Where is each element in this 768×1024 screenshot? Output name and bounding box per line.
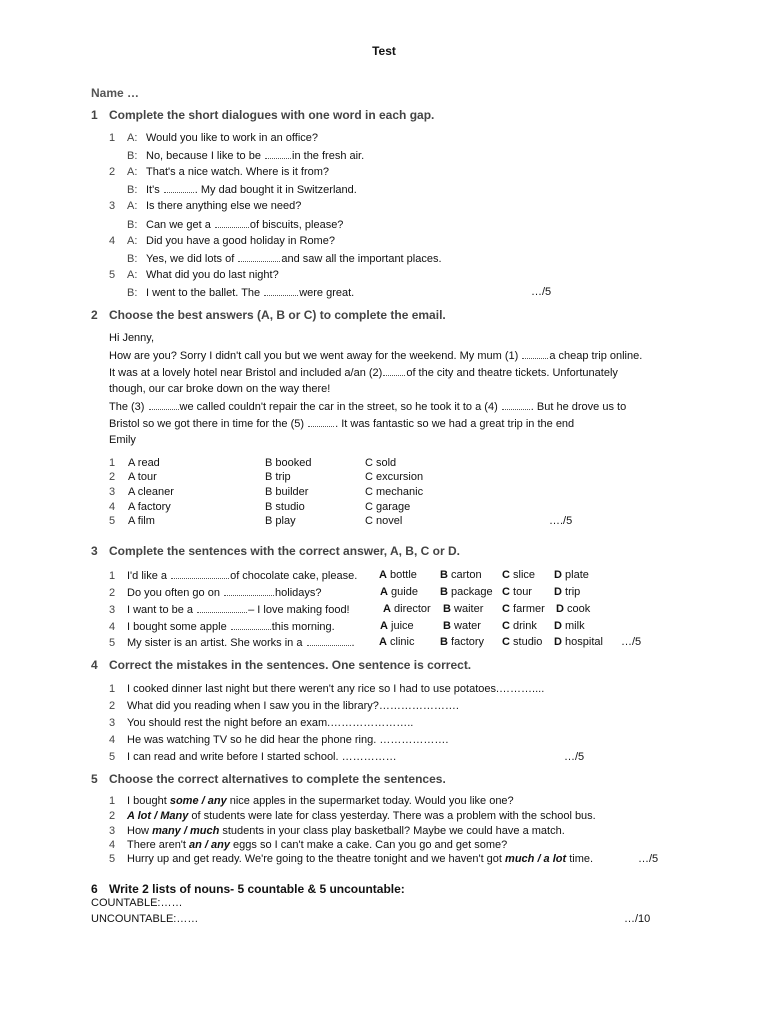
s3-option-4A[interactable]: A juice [380, 620, 414, 632]
option-row-4: 4 A factory B studio C garage [109, 501, 411, 513]
page-title: Test [372, 44, 396, 58]
dialogue-1-b: B: No, because I like to be in the fresh air. [127, 150, 365, 162]
s3-option-5B[interactable]: B factory [440, 636, 485, 648]
section-3-heading: 3 Complete the sentences with the correct answer, A, B, C or D. [91, 544, 460, 558]
s3-option-3B[interactable]: B waiter [443, 603, 484, 615]
correction-3[interactable]: 3 You should rest the night before an exam.………………….. [109, 717, 414, 729]
answer-gap[interactable] [307, 636, 351, 646]
email-greeting: Hi Jenny, [109, 332, 155, 344]
alternatives-5: 5 Hurry up and get ready. We're going to the theatre tonight and we haven't got much / a lot time. [109, 853, 594, 865]
section-4-heading: 4 Correct the mistakes in the sentences. One sentence is correct. [91, 658, 472, 672]
alternatives-2: 2 A lot / Many of students were late for class yesterday. There was a problem with the school bus. [109, 810, 596, 822]
correction-2[interactable]: 2 What did you reading when I saw you in the library?…………………. [109, 700, 459, 712]
section-2-score: …./5 [549, 515, 573, 527]
answer-gap[interactable] [265, 149, 291, 159]
s3-option-5D[interactable]: D hospital [554, 636, 603, 648]
alternative-choice[interactable]: many / much [152, 825, 220, 837]
alternative-choice[interactable]: an / any [189, 839, 230, 851]
section-2-heading: 2 Choose the best answers (A, B or C) to complete the email. [91, 308, 446, 322]
dialogue-4-a: 4 A: Did you have a good holiday in Rome? [109, 235, 335, 247]
answer-gap[interactable] [224, 586, 274, 596]
alternative-choice[interactable]: much / a lot [505, 853, 567, 865]
answer-gap[interactable] [197, 603, 247, 613]
s3-option-2D[interactable]: D trip [554, 586, 581, 598]
alternative-choice[interactable]: A lot / Many [127, 810, 189, 822]
answer-gap[interactable] [238, 252, 280, 262]
dialogue-1-a: 1 A: Would you like to work in an office? [109, 132, 319, 144]
section-3-score: …/5 [621, 636, 642, 648]
answer-gap[interactable] [502, 400, 530, 410]
s3-option-5C[interactable]: C studio [502, 636, 543, 648]
s3-option-2C[interactable]: C tour [502, 586, 532, 598]
sentence-3-1: 1 I'd like a of chocolate cake, please. [109, 570, 358, 582]
section-5-score: …/5 [638, 853, 659, 865]
dialogue-4-b: B: Yes, we did lots of and saw all the important places. [127, 253, 442, 265]
s3-option-1B[interactable]: B carton [440, 569, 482, 581]
email-signature: Emily [109, 434, 136, 446]
dialogue-3-a: 3 A: Is there anything else we need? [109, 200, 302, 212]
option-row-5: 5 A film B play C novel [109, 515, 403, 527]
s3-option-4C[interactable]: C drink [502, 620, 537, 632]
section-6-heading: 6 Write 2 lists of nouns- 5 countable & 5 uncountable: [91, 882, 405, 896]
s3-option-5A[interactable]: A clinic [379, 636, 415, 648]
section-1-score: …/5 [531, 286, 552, 298]
section-5-heading: 5 Choose the correct alternatives to complete the sentences. [91, 772, 446, 786]
email-line-5: Bristol so we got there in time for the (5) . It was fantastic so we had a great trip in the end [109, 418, 575, 430]
dialogue-2-a: 2 A: That's a nice watch. Where is it from? [109, 166, 330, 178]
answer-gap[interactable] [264, 286, 298, 296]
email-line-1: How are you? Sorry I didn't call you but we went away for the weekend. My mum (1) a cheap trip online. [109, 350, 643, 362]
s3-option-2A[interactable]: A guide [380, 586, 418, 598]
sentence-3-2: 2 Do you often go on holidays? [109, 587, 322, 599]
alternatives-4: 4 There aren't an / any eggs so I can't make a cake. Can you go and get some? [109, 839, 508, 851]
answer-gap[interactable] [383, 366, 405, 376]
dialogue-5-a: 5 A: What did you do last night? [109, 269, 279, 281]
answer-gap[interactable] [522, 349, 548, 359]
option-row-2: 2 A tour B trip C excursion [109, 471, 424, 483]
answer-gap[interactable] [231, 620, 271, 630]
alternatives-1: 1 I bought some / any nice apples in the supermarket today. Would you like one? [109, 795, 514, 807]
section-4-score: …/5 [564, 751, 585, 763]
uncountable-list[interactable]: UNCOUNTABLE:…… [91, 913, 199, 925]
section-1-heading: 1 Complete the short dialogues with one word in each gap. [91, 108, 435, 122]
email-line-4: The (3) we called couldn't repair the car in the street, so he took it to a (4) . But he drove us to [109, 401, 627, 413]
sentence-3-4: 4 I bought some apple this morning. [109, 621, 335, 633]
correction-1[interactable]: 1 I cooked dinner last night but there weren't any rice so I had to use potatoes.……….... [109, 683, 545, 695]
s3-option-4B[interactable]: B water [443, 620, 481, 632]
email-line-2: It was at a lovely hotel near Bristol and included a/an (2) of the city and theatre tickets. Unfortunately [109, 367, 618, 379]
sentence-3-5: 5 My sister is an artist. She works in a . [109, 637, 355, 649]
s3-option-3D[interactable]: D cook [556, 603, 591, 615]
option-row-3: 3 A cleaner B builder C mechanic [109, 486, 424, 498]
dialogue-2-b: B: It's . My dad bought it in Switzerland. [127, 184, 357, 196]
answer-gap[interactable] [215, 218, 249, 228]
s3-option-3C[interactable]: C farmer [502, 603, 545, 615]
answer-gap[interactable] [149, 400, 179, 410]
s3-option-1D[interactable]: D plate [554, 569, 589, 581]
s3-option-3A[interactable]: A director [383, 603, 431, 615]
alternative-choice[interactable]: some / any [169, 795, 227, 807]
email-line-3: though, our car broke down on the way there! [109, 383, 331, 395]
s3-option-1C[interactable]: C slice [502, 569, 536, 581]
name-label: Name … [91, 86, 140, 100]
s3-option-1A[interactable]: A bottle [379, 569, 417, 581]
answer-gap[interactable] [308, 417, 334, 427]
answer-gap[interactable] [171, 569, 229, 579]
dialogue-5-b: B: I went to the ballet. The were great. [127, 287, 355, 299]
s3-option-4D[interactable]: D milk [554, 620, 585, 632]
correction-5[interactable]: 5 I can read and write before I started school. …………… [109, 751, 397, 763]
dialogue-3-b: B: Can we get a of biscuits, please? [127, 219, 344, 231]
s3-option-2B[interactable]: B package [440, 586, 493, 598]
option-row-1: 1 A read B booked C sold [109, 457, 397, 469]
alternatives-3: 3 How many / much students in your class play basketball? Maybe we could have a match. [109, 825, 565, 837]
answer-gap[interactable] [164, 183, 194, 193]
section-6-score: …/10 [624, 913, 651, 925]
sentence-3-3: 3 I want to be a – I love making food! [109, 604, 350, 616]
correction-4[interactable]: 4 He was watching TV so he did hear the phone ring. ………………. [109, 734, 449, 746]
countable-list[interactable]: COUNTABLE:…… [91, 897, 183, 909]
